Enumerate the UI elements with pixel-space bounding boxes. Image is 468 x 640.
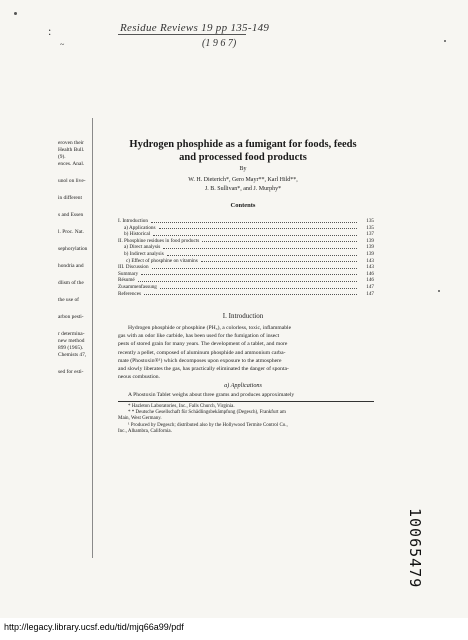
toc-page: 135 <box>366 224 374 231</box>
margin-line: Health Bull. <box>58 147 85 153</box>
table-of-contents <box>118 218 374 297</box>
toc-label: Résumé <box>118 277 135 284</box>
paragraph-line: gas with an odor like carbide, has been used for the fumigation of insect <box>118 333 280 340</box>
toc-page: 139 <box>366 237 374 244</box>
toc-label: b) Historical <box>124 231 151 238</box>
toc-entry <box>118 258 374 265</box>
toc-label: a) Direct analysis <box>124 244 161 251</box>
toc-page: 146 <box>366 277 374 284</box>
margin-gap <box>58 270 100 280</box>
margin-line: s and Essen <box>58 212 84 218</box>
introduction-paragraph <box>118 324 374 381</box>
margin-line: l. Proc. Nat. <box>58 229 84 235</box>
margin-gap <box>58 287 100 297</box>
byline-label: By <box>239 166 247 172</box>
toc-entry <box>118 231 374 238</box>
footnote-line: ¹ Produced by Degesch; distributed also by the Hollywood Termite Control Co., <box>128 422 288 428</box>
toc-label: Zusammenfassung <box>118 283 157 290</box>
toc-leader <box>163 244 357 249</box>
toc-leader <box>144 291 357 296</box>
toc-leader <box>160 284 357 289</box>
bates-number: 10065479 <box>406 508 424 589</box>
margin-line: (9). <box>58 154 66 160</box>
source-url-link[interactable]: http://legacy.library.ucsf.edu/tid/mjq66a99/pdf <box>4 622 184 632</box>
margin-gap <box>58 321 100 331</box>
toc-page: 147 <box>366 283 374 290</box>
toc-entry <box>118 271 374 278</box>
margin-line: eroven their <box>58 140 84 146</box>
paragraph-line: neous combustion. <box>118 374 160 381</box>
scan-speck <box>14 12 17 15</box>
paragraph-line <box>118 392 374 398</box>
margin-line: sed for esti- <box>58 369 84 375</box>
left-margin-text <box>58 140 100 376</box>
toc-leader <box>151 218 357 223</box>
margin-line: sephorylation <box>58 246 88 252</box>
toc-leader <box>152 264 357 269</box>
title-line: and processed food products <box>179 152 307 163</box>
margin-line: new method <box>58 338 85 344</box>
toc-label: b) Indirect analysis <box>124 250 164 257</box>
footnote-line: * * Deutsche Gesellschaft für Schädlingsbekämpfung (Degesch), Frankfurt am <box>128 410 286 416</box>
author-list <box>112 176 374 194</box>
contents-heading: Contents <box>230 202 256 209</box>
footnote-line: * Hazleton Laboratories, Inc., Falls Church, Virginia. <box>128 404 235 409</box>
margin-gap <box>58 219 100 229</box>
corner-mark-small: ~ <box>60 40 65 49</box>
toc-page: 137 <box>366 231 374 238</box>
author-line: W. H. Dieterich*, Gero Mayr**, Karl Hild**, <box>188 177 298 183</box>
toc-label: III. Discussion <box>118 264 149 271</box>
toc-entry <box>118 244 374 251</box>
author-line: J. B. Sullivan*, and J. Murphy* <box>204 186 282 192</box>
margin-gap <box>58 236 100 246</box>
toc-page: 139 <box>366 250 374 257</box>
toc-leader <box>153 231 357 236</box>
margin-line: in different <box>58 195 82 201</box>
toc-label: a) Applications <box>124 224 156 231</box>
toc-entry <box>118 218 374 225</box>
subsection-heading: a) Applications <box>224 382 262 389</box>
bates-stamp <box>406 508 425 589</box>
toc-page: 139 <box>366 244 374 251</box>
toc-label: Summary <box>118 270 139 277</box>
paragraph-line: and slowly liberates the gas, has practically eliminated the danger of sponta- <box>118 366 289 373</box>
margin-gap <box>58 304 100 314</box>
paragraph-text: A Phostoxin Tablet weighs about three grams and produces approximately <box>128 392 295 398</box>
toc-leader <box>141 271 357 276</box>
scan-speck <box>438 290 440 292</box>
toc-entry <box>118 264 374 271</box>
footnote-rule <box>118 401 374 402</box>
paragraph-line: Hydrogen phosphide or phosphine (PH₃), a colorless, toxic, inflammable <box>128 325 292 331</box>
margin-line: arbon pesti- <box>58 314 84 320</box>
margin-line: dlism of the <box>58 280 84 286</box>
toc-leader <box>201 258 357 263</box>
footnotes <box>118 404 374 435</box>
toc-entry <box>118 291 374 298</box>
toc-page: 147 <box>366 290 374 297</box>
footnote-line: Main, West Germany. <box>118 416 162 422</box>
toc-leader <box>202 238 357 243</box>
handwritten-citation: Residue Reviews 19 pp 135-149 <box>120 22 270 34</box>
margin-gap <box>58 168 100 178</box>
footnote-line: Inc., Alhambra, California. <box>118 428 172 434</box>
corner-mark: : <box>48 24 52 38</box>
toc-label: I. Introduction <box>118 218 148 224</box>
toc-entry <box>118 251 374 258</box>
margin-line: the use of <box>58 297 79 303</box>
toc-entry <box>118 284 374 291</box>
margin-gap <box>58 359 100 369</box>
margin-line: ences. Anal. <box>58 161 85 167</box>
paragraph-line: mate (Phostoxin®¹) which decomposes upon exposure to the atmosphere <box>118 357 282 364</box>
section-heading: I. Introduction <box>222 312 264 320</box>
handwritten-year: (1 9 6 7) <box>202 38 237 49</box>
toc-page: 146 <box>366 270 374 277</box>
margin-line: 899 (1965). <box>58 345 84 351</box>
title-line: Hydrogen phosphide as a fumigant for foods, feeds <box>129 139 357 150</box>
margin-gap <box>58 202 100 212</box>
margin-gap <box>58 253 100 263</box>
toc-page: 143 <box>366 264 374 271</box>
toc-leader <box>159 225 357 230</box>
toc-label: c) Effect of phosphine on vitamins <box>126 257 198 264</box>
toc-leader <box>138 277 357 282</box>
margin-line: hondria and <box>58 263 84 269</box>
scan-speck <box>444 40 446 42</box>
margin-line: Chemists 47, <box>58 352 87 358</box>
toc-label: References <box>118 290 142 297</box>
margin-line: r determina- <box>58 331 85 337</box>
paragraph-line: pests of stored grain for many years. The development of a tablet, and more <box>118 341 288 348</box>
toc-label: II. Phosphine residues in food products <box>118 237 200 244</box>
handwriting-underline <box>118 34 246 35</box>
margin-gap <box>58 185 100 195</box>
toc-entry <box>118 225 374 232</box>
toc-leader <box>167 251 357 256</box>
paragraph-line: recently a pellet, composed of aluminum phosphide and ammonium carba- <box>118 349 286 356</box>
margin-line: unol on live- <box>58 178 86 184</box>
toc-page: 135 <box>366 218 374 224</box>
article-title <box>112 138 374 164</box>
toc-page: 143 <box>366 257 374 264</box>
toc-entry <box>118 277 374 284</box>
